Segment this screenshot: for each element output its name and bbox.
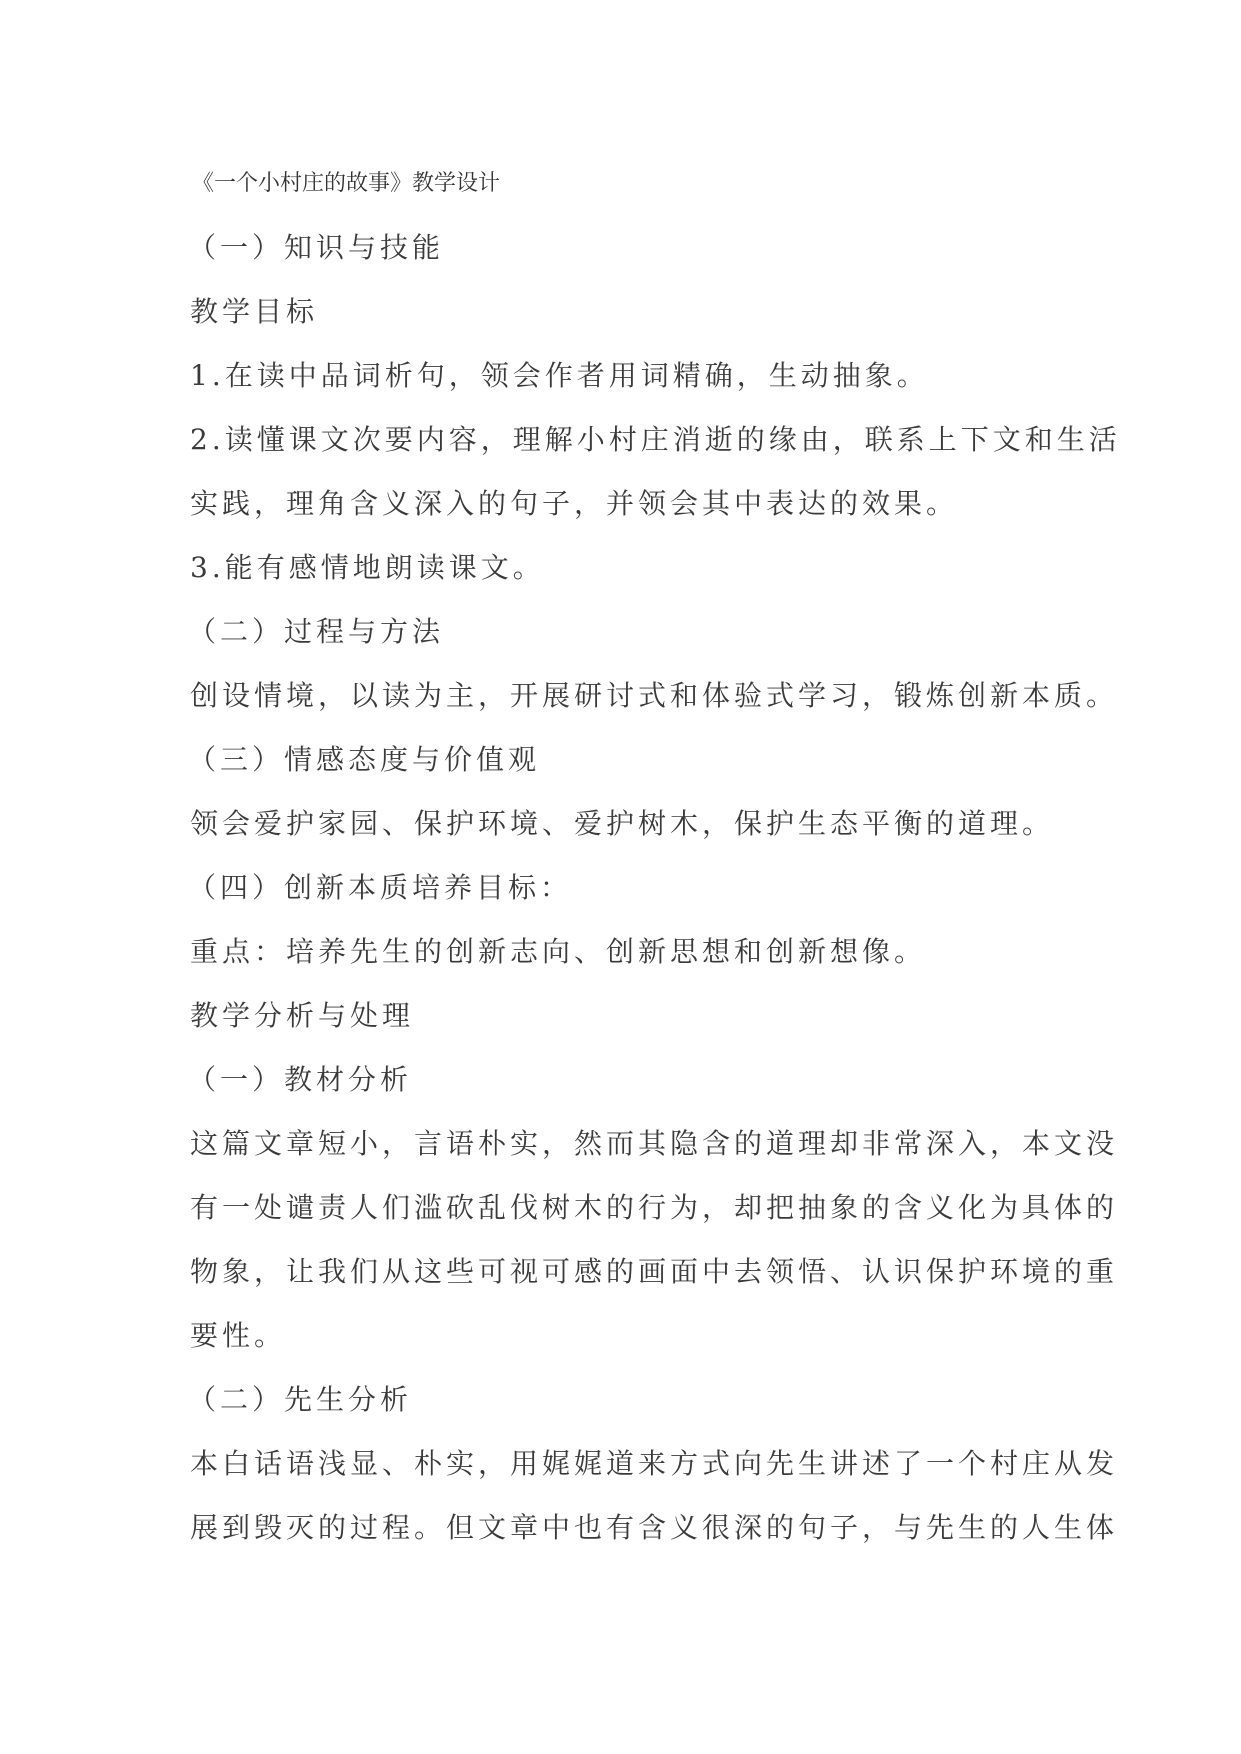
section-heading-student-analysis: （二）先生分析 [188, 1383, 413, 1416]
heading-teaching-analysis: 教学分析与处理 [190, 999, 415, 1032]
document-title: 《一个小村庄的故事》教学设计 [192, 171, 501, 196]
section-heading-emotion-values: （三）情感态度与价值观 [188, 743, 541, 776]
emotion-values-text: 领会爱护家园、保护环境、爱护树木，保护生态平衡的道理。 [190, 807, 1055, 840]
material-analysis-line-2: 有一处谴责人们滥砍乱伐树木的行为，却把抽象的含义化为具体的 [190, 1191, 1119, 1224]
material-analysis-line-4: 要性。 [190, 1319, 287, 1352]
innovation-key-point: 重点：培养先生的创新志向、创新思想和创新想像。 [190, 935, 927, 968]
goal-item-2-line-1: 2.读懂课文次要内容，理解小村庄消逝的缘由，联系上下文和生活 [190, 423, 1121, 456]
process-method-text: 创设情境，以读为主，开展研讨式和体验式学习，锻炼创新本质。 [190, 679, 1119, 712]
material-analysis-line-3: 物象，让我们从这些可视可感的画面中去领悟、认识保护环境的重 [190, 1255, 1119, 1288]
student-analysis-line-1: 本白话语浅显、朴实，用娓娓道来方式向先生讲述了一个村庄从发 [190, 1447, 1119, 1480]
goal-item-3: 3.能有感情地朗读课文。 [190, 551, 545, 584]
heading-teaching-goals: 教学目标 [190, 295, 319, 328]
goal-item-2-line-2: 实践，理角含义深入的句子，并领会其中表达的效果。 [190, 487, 959, 520]
section-heading-innovation-goal: （四）创新本质培养目标： [188, 871, 573, 904]
section-heading-material-analysis: （一）教材分析 [188, 1063, 413, 1096]
section-heading-process-method: （二）过程与方法 [188, 615, 445, 648]
material-analysis-line-1: 这篇文章短小，言语朴实，然而其隐含的道理却非常深入，本文没 [190, 1127, 1119, 1160]
goal-item-1: 1.在读中品词析句，领会作者用词精确，生动抽象。 [190, 359, 929, 392]
section-heading-knowledge-skills: （一）知识与技能 [188, 231, 445, 264]
student-analysis-line-2: 展到毁灭的过程。但文章中也有含义很深的句子，与先生的人生体 [190, 1511, 1119, 1544]
